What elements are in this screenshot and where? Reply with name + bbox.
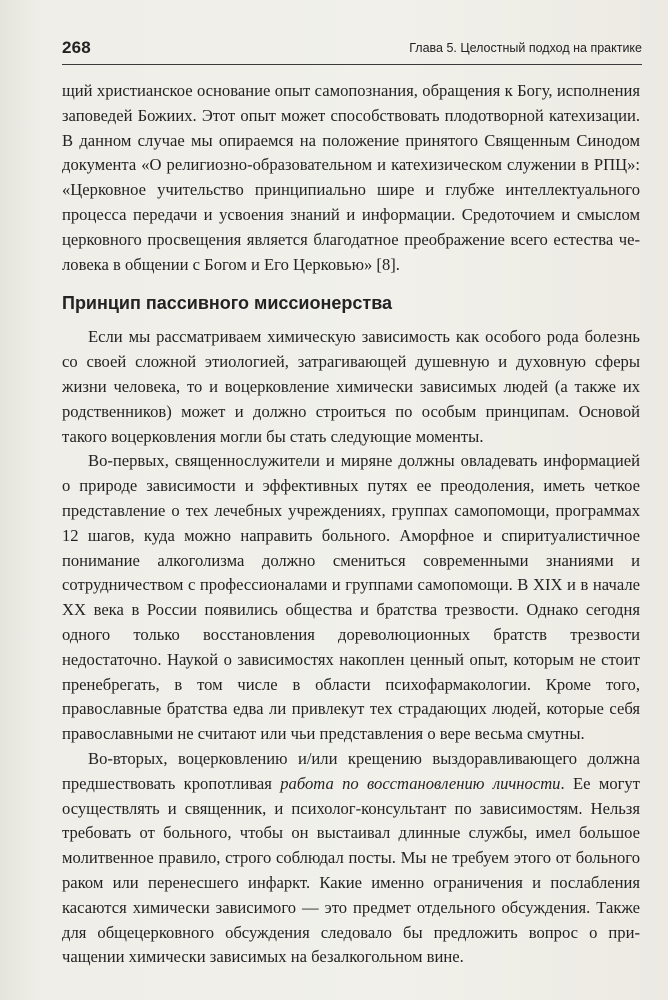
page-number: 268 <box>62 38 91 57</box>
page-header <box>62 38 642 65</box>
paragraph-text: . Ее могут осуществлять и священник, и психолог-консультант по зависимостям. Нельзя требовать от больного, чтобы он выстаивал длинные службы, имел большое молитвенное правило, строго соблюдал посты. Мы не требуем этого от больного раком или перенесшего инфаркт. Какие именно ограничения и послабления касаются химически зависимого — это предмет отдельного обсуждения. Также для общецерковного обсуждения следовало бы предложить вопрос о причащении химически зависимых на безалкогольном вине. <box>62 773 640 967</box>
running-head: Глава 5. Целостный подход на практике <box>409 41 642 55</box>
emphasized-text: работа по восстановлению личности <box>280 773 561 793</box>
paragraph-text: Во-вторых, воцерковлению и/или крещению выздоравливающего должна предшествовать кропотливая <box>62 748 640 793</box>
page-body <box>62 79 640 970</box>
paragraph-second-point <box>62 747 640 970</box>
paragraph-continuation: щий христианское основание опыт самопознания, обращения к Богу, исполнения заповедей Божиих. Этот опыт может способствовать плодотворной катехизации. В данном случае мы опираемся на положение принятого Священным Синодом документа «О религиозно-образовательном и катехизическом служении в РПЦ»: «Церковное учительство принципиально шире и глубже интеллектуального процесса передачи и усвоения знаний и информации. Средоточием и смыслом церковного просвещения является благодатное преображение всего естества человека в общении с Богом и Его Церковью» [8]. <box>62 81 640 274</box>
paragraph-first-point: Во-первых, священнослужители и миряне должны овладевать информацией о природе зависимости и эффективных путях ее преодоления, иметь четкое представление о тех лечебных учреждениях, группах самопомощи, программах 12 шагов, куда можно направить больного. Аморфное и спиритуалистичное понимание алкоголизма должно смениться современными знаниями и сотрудничеством с профессионалами и группами самопомощи. В XIX и в начале XX века в России появились общества и братства трезвости. Однако сегодня одного только восстановления дореволюционных братств трезвости недостаточно. Наукой о зависимостях накоплен ценный опыт, которым не стоит пренебрегать, в том числе в области психофармакологии. Кроме того, православные братства едва ли привлекут тех страдающих людей, которые себя православными не считают или чьи представления о вере весьма смутны. <box>62 451 640 744</box>
section-heading: Принцип пассивного миссионерства <box>62 293 393 314</box>
paragraph-intro: Если мы рассматриваем химическую зависимость как особого рода болезнь со своей сложной этиологией, затрагивающей душевную и духовную сферы жизни человека, то и воцерковление химически зависимых людей (а также их родственников) может и должно строиться по особым принципам. Основой такого воцерковления могли бы стать следующие моменты. <box>62 327 640 446</box>
